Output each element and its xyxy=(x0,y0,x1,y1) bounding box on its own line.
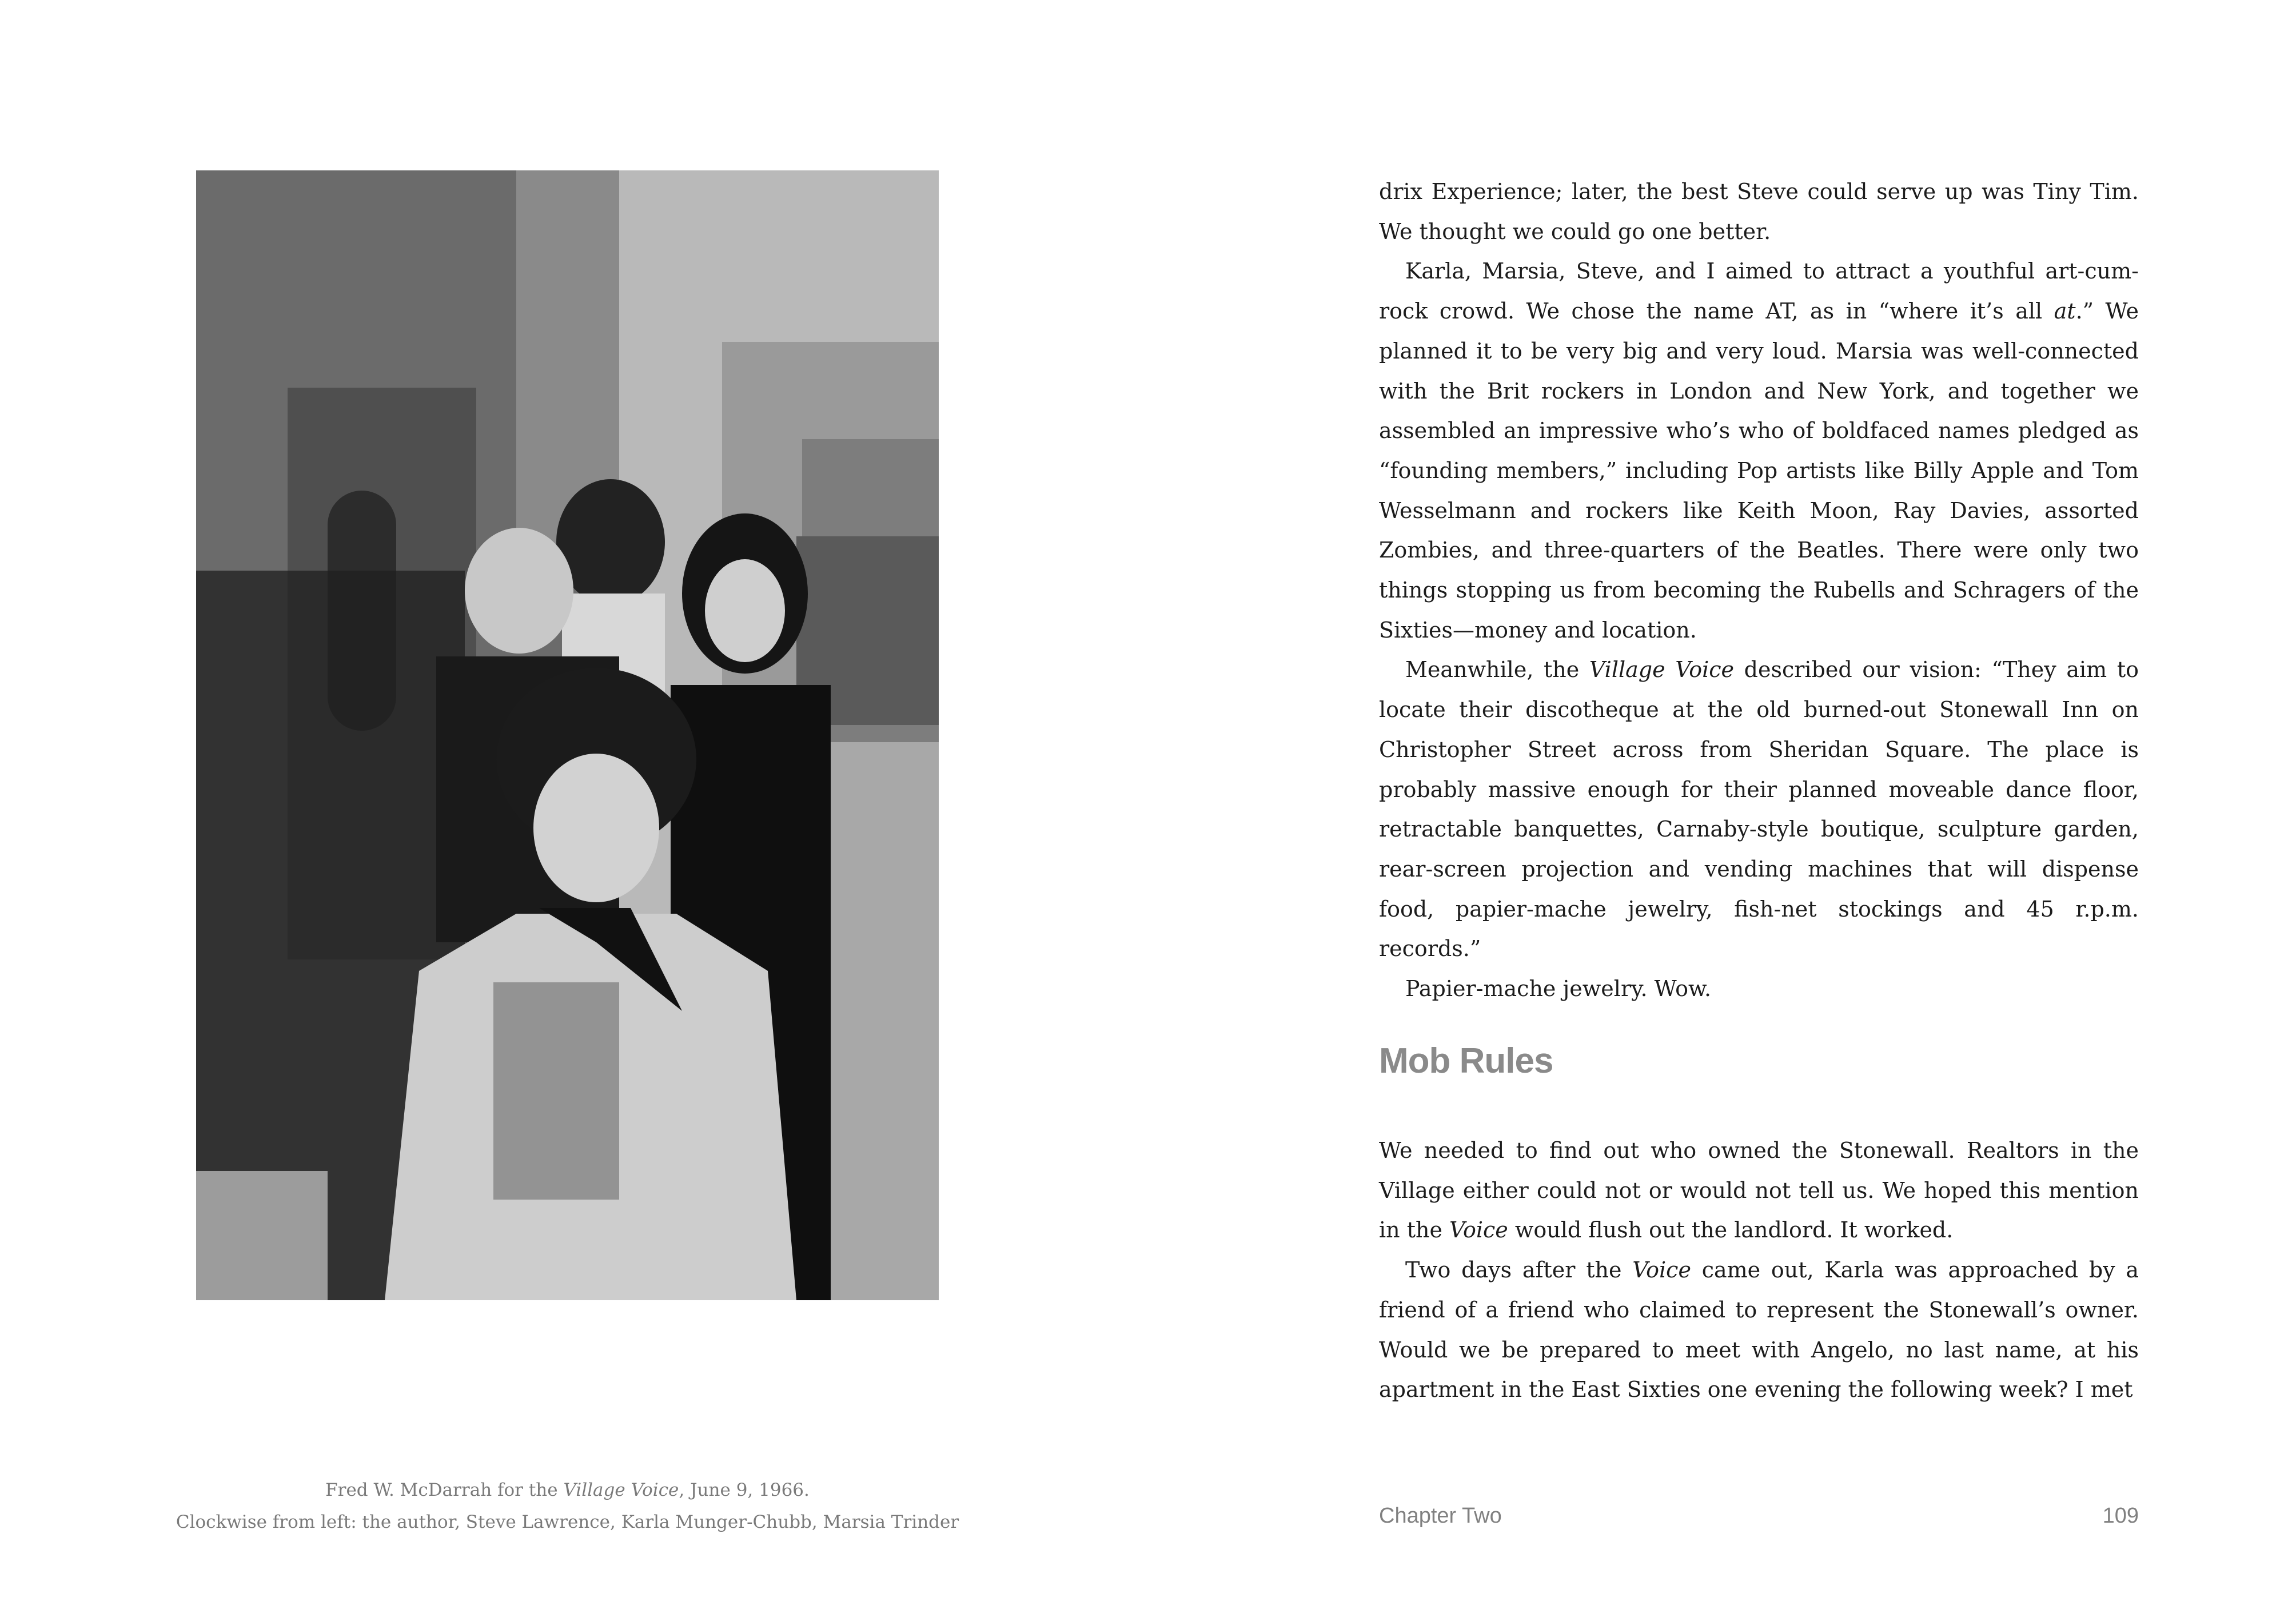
caption-line-2: Clockwise from left: the author, Steve Lawrence, Karla Munger-Chubb, Marsia Trinder xyxy=(176,1512,959,1532)
paragraph-1: drix Experience; later, the best Steve could serve up was Tiny Tim. We thought we could go one better. xyxy=(1379,179,2139,244)
paragraph-6-text-cont: came out, Karla was approached by a friend of a friend who claimed to represent the Stonewall’s owner. Would we be prepared to meet with Angelo, no last name, at his apartment in the East Sixties one evening the following week? I met xyxy=(1379,1257,2139,1403)
photo-person-front-face xyxy=(533,754,659,902)
paragraph-6-text: Two days after the xyxy=(1405,1257,1633,1283)
paragraph-5-italic: Voice xyxy=(1449,1217,1508,1243)
paragraph-2-italic: at xyxy=(2054,298,2076,324)
paragraph-2-text-cont: .” We planned it to be very big and very loud. Marsia was well-connected with the Brit rockers in London and New York, and together we assembled an impressive who’s who of boldfaced names pledged as “founding members,” including Pop artists like Billy Apple and Tom Wesselmann and rockers like Keith Moon, Ray Davies, assorted Zombies, and three-quarters of the Beatles. There were only two things stopping us from becoming the Rubells and Schragers of the Sixties—money and location. xyxy=(1379,298,2139,643)
photo-caption xyxy=(0,1474,1135,1538)
photo-stoop-step xyxy=(196,1171,328,1300)
photo-person-left-face xyxy=(465,528,573,654)
black-and-white-photograph xyxy=(196,170,939,1300)
photograph-illustration xyxy=(196,170,939,1300)
paragraph-2-text: Karla, Marsia, Steve, and I aimed to attract a youthful art-cum-rock crowd. We chose the name AT, as in “where it’s all xyxy=(1379,258,2139,324)
paragraph-2 xyxy=(1379,252,2139,650)
paragraph-5-text: We needed to find out who owned the Stonewall. Realtors in the Village either could not or would not tell us. We hoped this mention in the xyxy=(1379,1138,2139,1243)
photo-person-front-jacket-patch xyxy=(493,982,619,1200)
caption-credit-text: Fred W. McDarrah for the xyxy=(325,1480,564,1500)
caption-line-1 xyxy=(0,1474,1135,1506)
paragraph-3-text-cont: described our vision: “They aim to locate their discotheque at the old burned-out Stonewall Inn on Christopher Street across from Sheridan Square. The place is probably massive enough for their planned moveable dance floor, retractable banquettes, Carnaby-style boutique, sculpture garden, rear-screen projection and vending machines that will dispense food, papier-mache jewelry, fish-net stockings and 45 r.p.m. records.” xyxy=(1379,657,2139,962)
caption-publication: Village Voice xyxy=(563,1480,679,1500)
paragraph-3-text: Meanwhile, the xyxy=(1405,657,1589,683)
paragraph-6-italic: Voice xyxy=(1632,1257,1691,1283)
page-number: 109 xyxy=(2102,1504,2139,1528)
body-text-bottom xyxy=(1379,1131,2139,1410)
paragraph-4: Papier-mache jewelry. Wow. xyxy=(1405,976,1712,1002)
photo-person-right-face xyxy=(705,559,785,662)
paragraph-5 xyxy=(1379,1131,2139,1250)
paragraph-6 xyxy=(1379,1250,2139,1410)
paragraph-3 xyxy=(1379,650,2139,969)
paragraph-5-text-cont: would flush out the landlord. It worked. xyxy=(1508,1217,1954,1243)
running-footer-chapter: Chapter Two xyxy=(1379,1504,1502,1528)
section-heading: Mob Rules xyxy=(1379,1041,1553,1081)
paragraph-3-italic: Village Voice xyxy=(1589,657,1734,683)
caption-date: , June 9, 1966. xyxy=(679,1480,810,1500)
body-text-top xyxy=(1379,172,2139,1009)
